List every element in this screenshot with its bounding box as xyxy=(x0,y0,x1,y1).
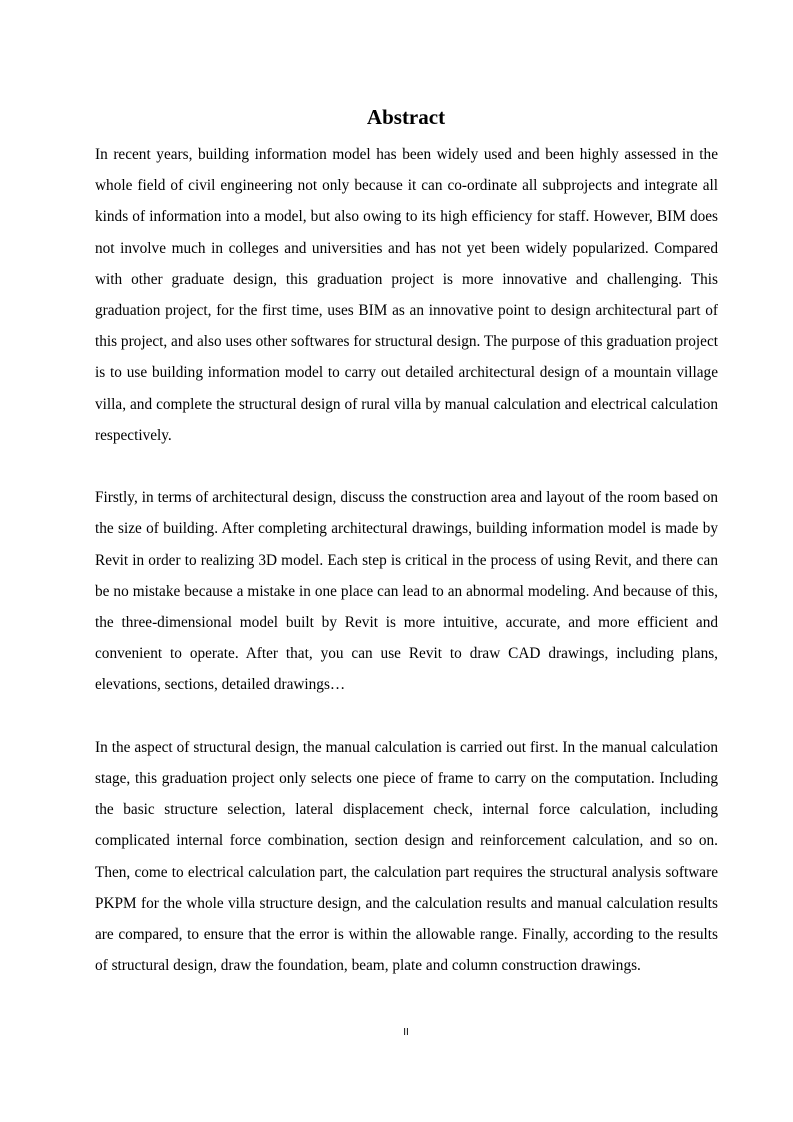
page-number: II xyxy=(403,1027,409,1038)
abstract-title: Abstract xyxy=(366,105,446,129)
abstract-paragraph-1: In recent years, building information model has been widely used and been highly assessed in the whole field of civil engineering not only because it can co-ordinate all subprojects and integrate all kinds of information into a model, but also owing to its high efficiency for staff. However, BIM does not involve much in colleges and universities and has not yet been widely popularized. Compared with other graduate design, this graduation project is more innovative and challenging. This graduation project, for the first time, uses BIM as an innovative point to design architectural part of this project, and also uses other softwares for structural design. The purpose of this graduation project is to use building information model to carry out detailed architectural design of a mountain village villa, and complete the structural design of rural villa by manual calculation and electrical calculation respectively. xyxy=(95,146,718,444)
abstract-paragraph-3: In the aspect of structural design, the manual calculation is carried out first. In the manual calculation stage, this graduation project only selects one piece of frame to carry on the computation. Including the basic structure selection, lateral displacement check, internal force calculation, including complicated internal force combination, section design and reinforcement calculation, and so on. Then, come to electrical calculation part, the calculation part requires the structural analysis software PKPM for the whole villa structure design, and the calculation results and manual calculation results are compared, to ensure that the error is within the allowable range. Finally, according to the results of structural design, draw the foundation, beam, plate and column construction drawings. xyxy=(95,738,718,975)
abstract-paragraph-2: Firstly, in terms of architectural design, discuss the construction area and layout of the room based on the size of building. After completing architectural drawings, building information model is made by Revit in order to realizing 3D model. Each step is critical in the process of using Revit, and there can be no mistake because a mistake in one place can lead to an abnormal modeling. And because of this, the three-dimensional model built by Revit is more intuitive, accurate, and more efficient and convenient to operate. After that, you can use Revit to draw CAD drawings, including plans, elevations, sections, detailed drawings… xyxy=(95,489,718,694)
abstract-body xyxy=(95,139,718,981)
